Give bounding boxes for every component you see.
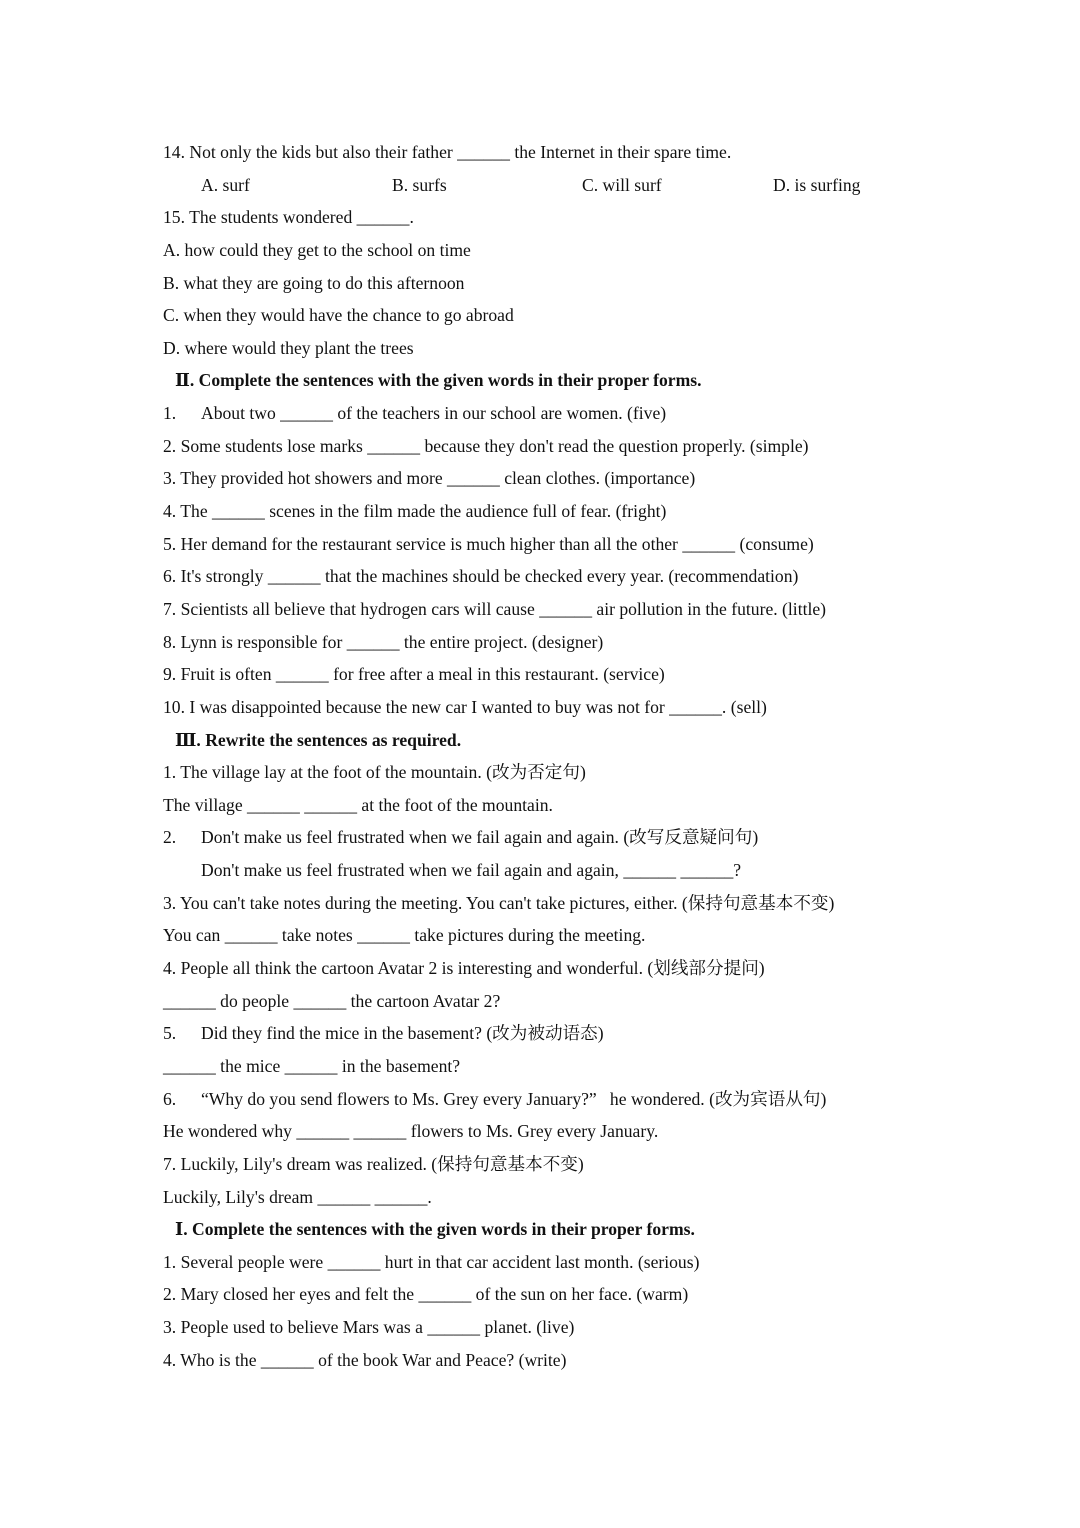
section-3-heading: Ⅲ. Rewrite the sentences as required.	[175, 729, 462, 750]
section-2-item-1-text: About two ______ of the teachers in our school are women. (five)	[201, 403, 667, 424]
rewrite-6-number: 6.	[163, 1088, 177, 1109]
question-14-stem: 14. Not only the kids but also their father ______ the Internet in their spare time.	[163, 142, 732, 162]
rewrite-5-text: Did they find the mice in the basement? (改为被动语态)	[201, 1023, 604, 1044]
rewrite-7-answer: Luckily, Lily's dream ______ ______.	[163, 1186, 432, 1207]
rewrite-6-question	[163, 1083, 923, 1116]
rewrite-1-answer: The village ______ ______ at the foot of the mountain.	[163, 794, 553, 815]
section-2-item-2: 2. Some students lose marks ______ because they don't read the question properly. (simple)	[163, 435, 809, 456]
question-15-option-b: B. what they are going to do this afternoon	[163, 272, 465, 293]
rewrite-1-question: 1. The village lay at the foot of the mountain. (改为否定句)	[163, 762, 586, 783]
section-2-item-8: 8. Lynn is responsible for ______ the entire project. (designer)	[163, 631, 604, 652]
section-1-item-4: 4. Who is the ______ of the book War and Peace? (write)	[163, 1349, 567, 1370]
question-14-option-b: B. surfs	[392, 174, 447, 195]
question-15-option-a: A. how could they get to the school on time	[163, 239, 471, 260]
rewrite-6-answer: He wondered why ______ ______ flowers to Ms. Grey every January.	[163, 1121, 659, 1142]
rewrite-2-number: 2.	[163, 827, 177, 848]
question-14-option-d: D. is surfing	[773, 174, 861, 195]
rewrite-5-question	[163, 1017, 923, 1050]
question-15-option-d: D. where would they plant the trees	[163, 337, 414, 358]
question-14-options	[163, 169, 923, 202]
rewrite-5-answer: ______ the mice ______ in the basement?	[163, 1055, 461, 1076]
section-2-heading: Ⅱ. Complete the sentences with the given words in their proper forms.	[175, 370, 702, 391]
section-2-item-6: 6. It's strongly ______ that the machines should be checked every year. (recommendation)	[163, 566, 799, 587]
section-2-item-1	[163, 397, 923, 430]
section-2-item-1-number: 1.	[163, 403, 177, 424]
section-2-item-4: 4. The ______ scenes in the film made the audience full of fear. (fright)	[163, 501, 667, 522]
section-2-item-5: 5. Her demand for the restaurant service is much higher than all the other ______ (consume)	[163, 533, 814, 554]
section-2-item-9: 9. Fruit is often ______ for free after a meal in this restaurant. (service)	[163, 664, 665, 685]
section-2-item-10: 10. I was disappointed because the new car I wanted to buy was not for ______. (sell)	[163, 696, 767, 717]
rewrite-4-answer: ______ do people ______ the cartoon Avatar 2?	[163, 990, 501, 1011]
section-1-item-3: 3. People used to believe Mars was a ______ planet. (live)	[163, 1317, 575, 1338]
section-1-item-2: 2. Mary closed her eyes and felt the ______ of the sun on her face. (warm)	[163, 1284, 689, 1305]
rewrite-3-question: 3. You can't take notes during the meeting. You can't take pictures, either. (保持句意基本不变)	[163, 892, 835, 913]
worksheet-page	[163, 136, 923, 1376]
question-15-option-c: C. when they would have the chance to go abroad	[163, 305, 514, 326]
rewrite-6-text: “Why do you send flowers to Ms. Grey every January?” he wondered. (改为宾语从句)	[201, 1088, 827, 1109]
rewrite-4-question: 4. People all think the cartoon Avatar 2 is interesting and wonderful. (划线部分提问)	[163, 958, 765, 979]
rewrite-2-question	[163, 821, 923, 854]
section-2-item-3: 3. They provided hot showers and more ______ clean clothes. (importance)	[163, 468, 696, 489]
rewrite-2-text: Don't make us feel frustrated when we fail again and again. (改写反意疑问句)	[201, 827, 759, 848]
rewrite-3-answer: You can ______ take notes ______ take pictures during the meeting.	[163, 925, 646, 946]
rewrite-5-number: 5.	[163, 1023, 177, 1044]
rewrite-7-question: 7. Luckily, Lily's dream was realized. (保持句意基本不变)	[163, 1153, 584, 1174]
question-14-option-c: C. will surf	[582, 174, 662, 195]
section-2-item-7: 7. Scientists all believe that hydrogen cars will cause ______ air pollution in the future. (little)	[163, 598, 827, 619]
question-14-option-a: A. surf	[201, 174, 250, 195]
section-1-heading: Ⅰ. Complete the sentences with the given words in their proper forms.	[175, 1219, 695, 1240]
question-15-stem: 15. The students wondered ______.	[163, 207, 414, 228]
rewrite-2-answer: Don't make us feel frustrated when we fail again and again, ______ ______?	[201, 860, 742, 881]
section-1-item-1: 1. Several people were ______ hurt in that car accident last month. (serious)	[163, 1251, 700, 1272]
